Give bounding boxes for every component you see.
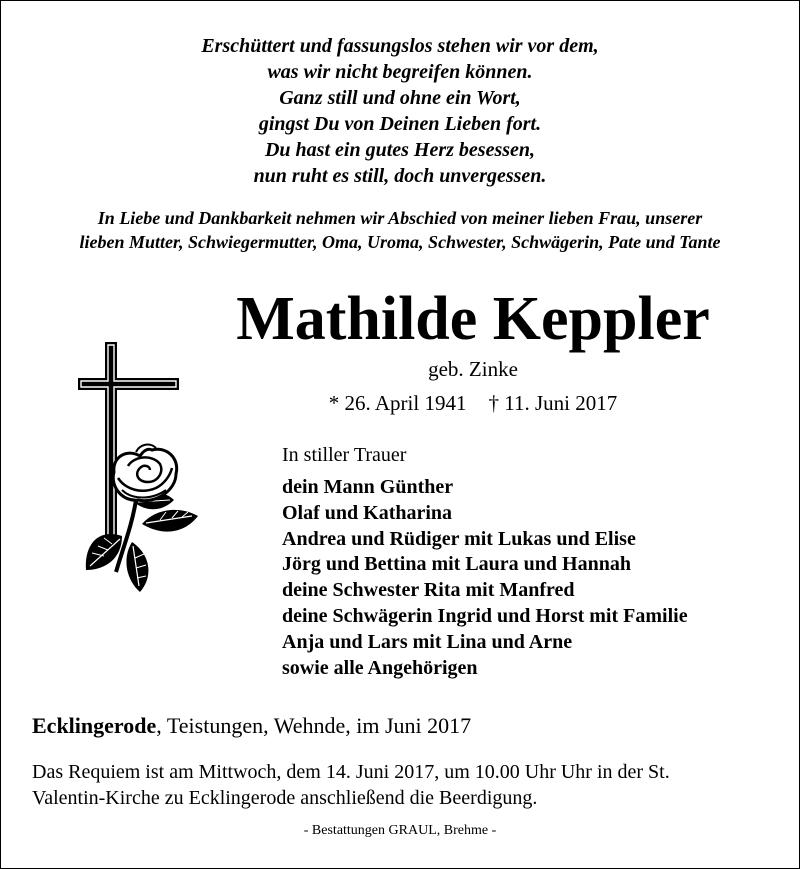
poem — [0, 33, 800, 189]
service-line: Valentin-Kirche zu Ecklingerode anschließend die Beerdigung. — [32, 787, 538, 809]
relative-entry: Andrea und Rüdiger mit Lukas und Elise — [282, 527, 636, 550]
intro-line: lieben Mutter, Schwiegermutter, Oma, Uroma, Schwester, Schwägerin, Pate und Tante — [79, 232, 721, 252]
farewell-intro — [0, 206, 800, 254]
relative-entry: Anja und Lars mit Lina und Arne — [282, 630, 573, 653]
life-dates — [200, 390, 746, 416]
poem-line: Erschüttert und fassungslos stehen wir vor dem, — [201, 35, 599, 57]
rose-leaf-icon — [126, 542, 148, 592]
place-rest: , Teistungen, Wehnde, im Juni 2017 — [156, 713, 472, 738]
maiden-name: geb. Zinke — [428, 357, 518, 381]
relative-entry: dein Mann Günther — [282, 476, 454, 498]
cross-with-rose-icon — [76, 340, 202, 596]
relative-entry: Jörg und Bettina mit Laura und Hannah — [282, 553, 631, 576]
service-line: Das Requiem ist am Mittwoch, dem 14. Juni 2017, um 10.00 Uhr Uhr in der St. — [32, 761, 670, 783]
relative-entry: sowie alle Angehörigen — [282, 656, 478, 679]
service-notice — [32, 759, 772, 811]
mourning-heading: In stiller Trauer — [282, 444, 407, 466]
town-name: Ecklingerode — [32, 713, 157, 738]
birth-date: * 26. April 1941 — [328, 391, 467, 415]
rose-leaf-icon — [142, 510, 198, 532]
relative-entry: deine Schwester Rita mit Manfred — [282, 579, 575, 602]
deceased-name: Mathilde Keppler — [236, 285, 710, 353]
death-date: † 11. Juni 2017 — [488, 391, 618, 415]
intro-line: In Liebe und Dankbarkeit nehmen wir Abschied von meiner lieben Frau, unserer — [97, 208, 703, 228]
place-and-date — [32, 712, 471, 740]
poem-line: gingst Du von Deinen Lieben fort. — [258, 113, 542, 135]
funeral-home-credit: - Bestattungen GRAUL, Brehme - — [303, 823, 497, 838]
relative-entry: deine Schwägerin Ingrid und Horst mit Familie — [282, 604, 688, 627]
relative-entry: Olaf und Katharina — [282, 501, 453, 524]
poem-line: nun ruht es still, doch unvergessen. — [253, 165, 547, 187]
relatives-list — [282, 475, 688, 681]
poem-line: Ganz still und ohne ein Wort, — [279, 87, 521, 109]
rose-blossom-icon — [113, 445, 176, 501]
poem-line: was wir nicht begreifen können. — [267, 61, 533, 83]
poem-line: Du hast ein gutes Herz besessen, — [264, 139, 536, 161]
